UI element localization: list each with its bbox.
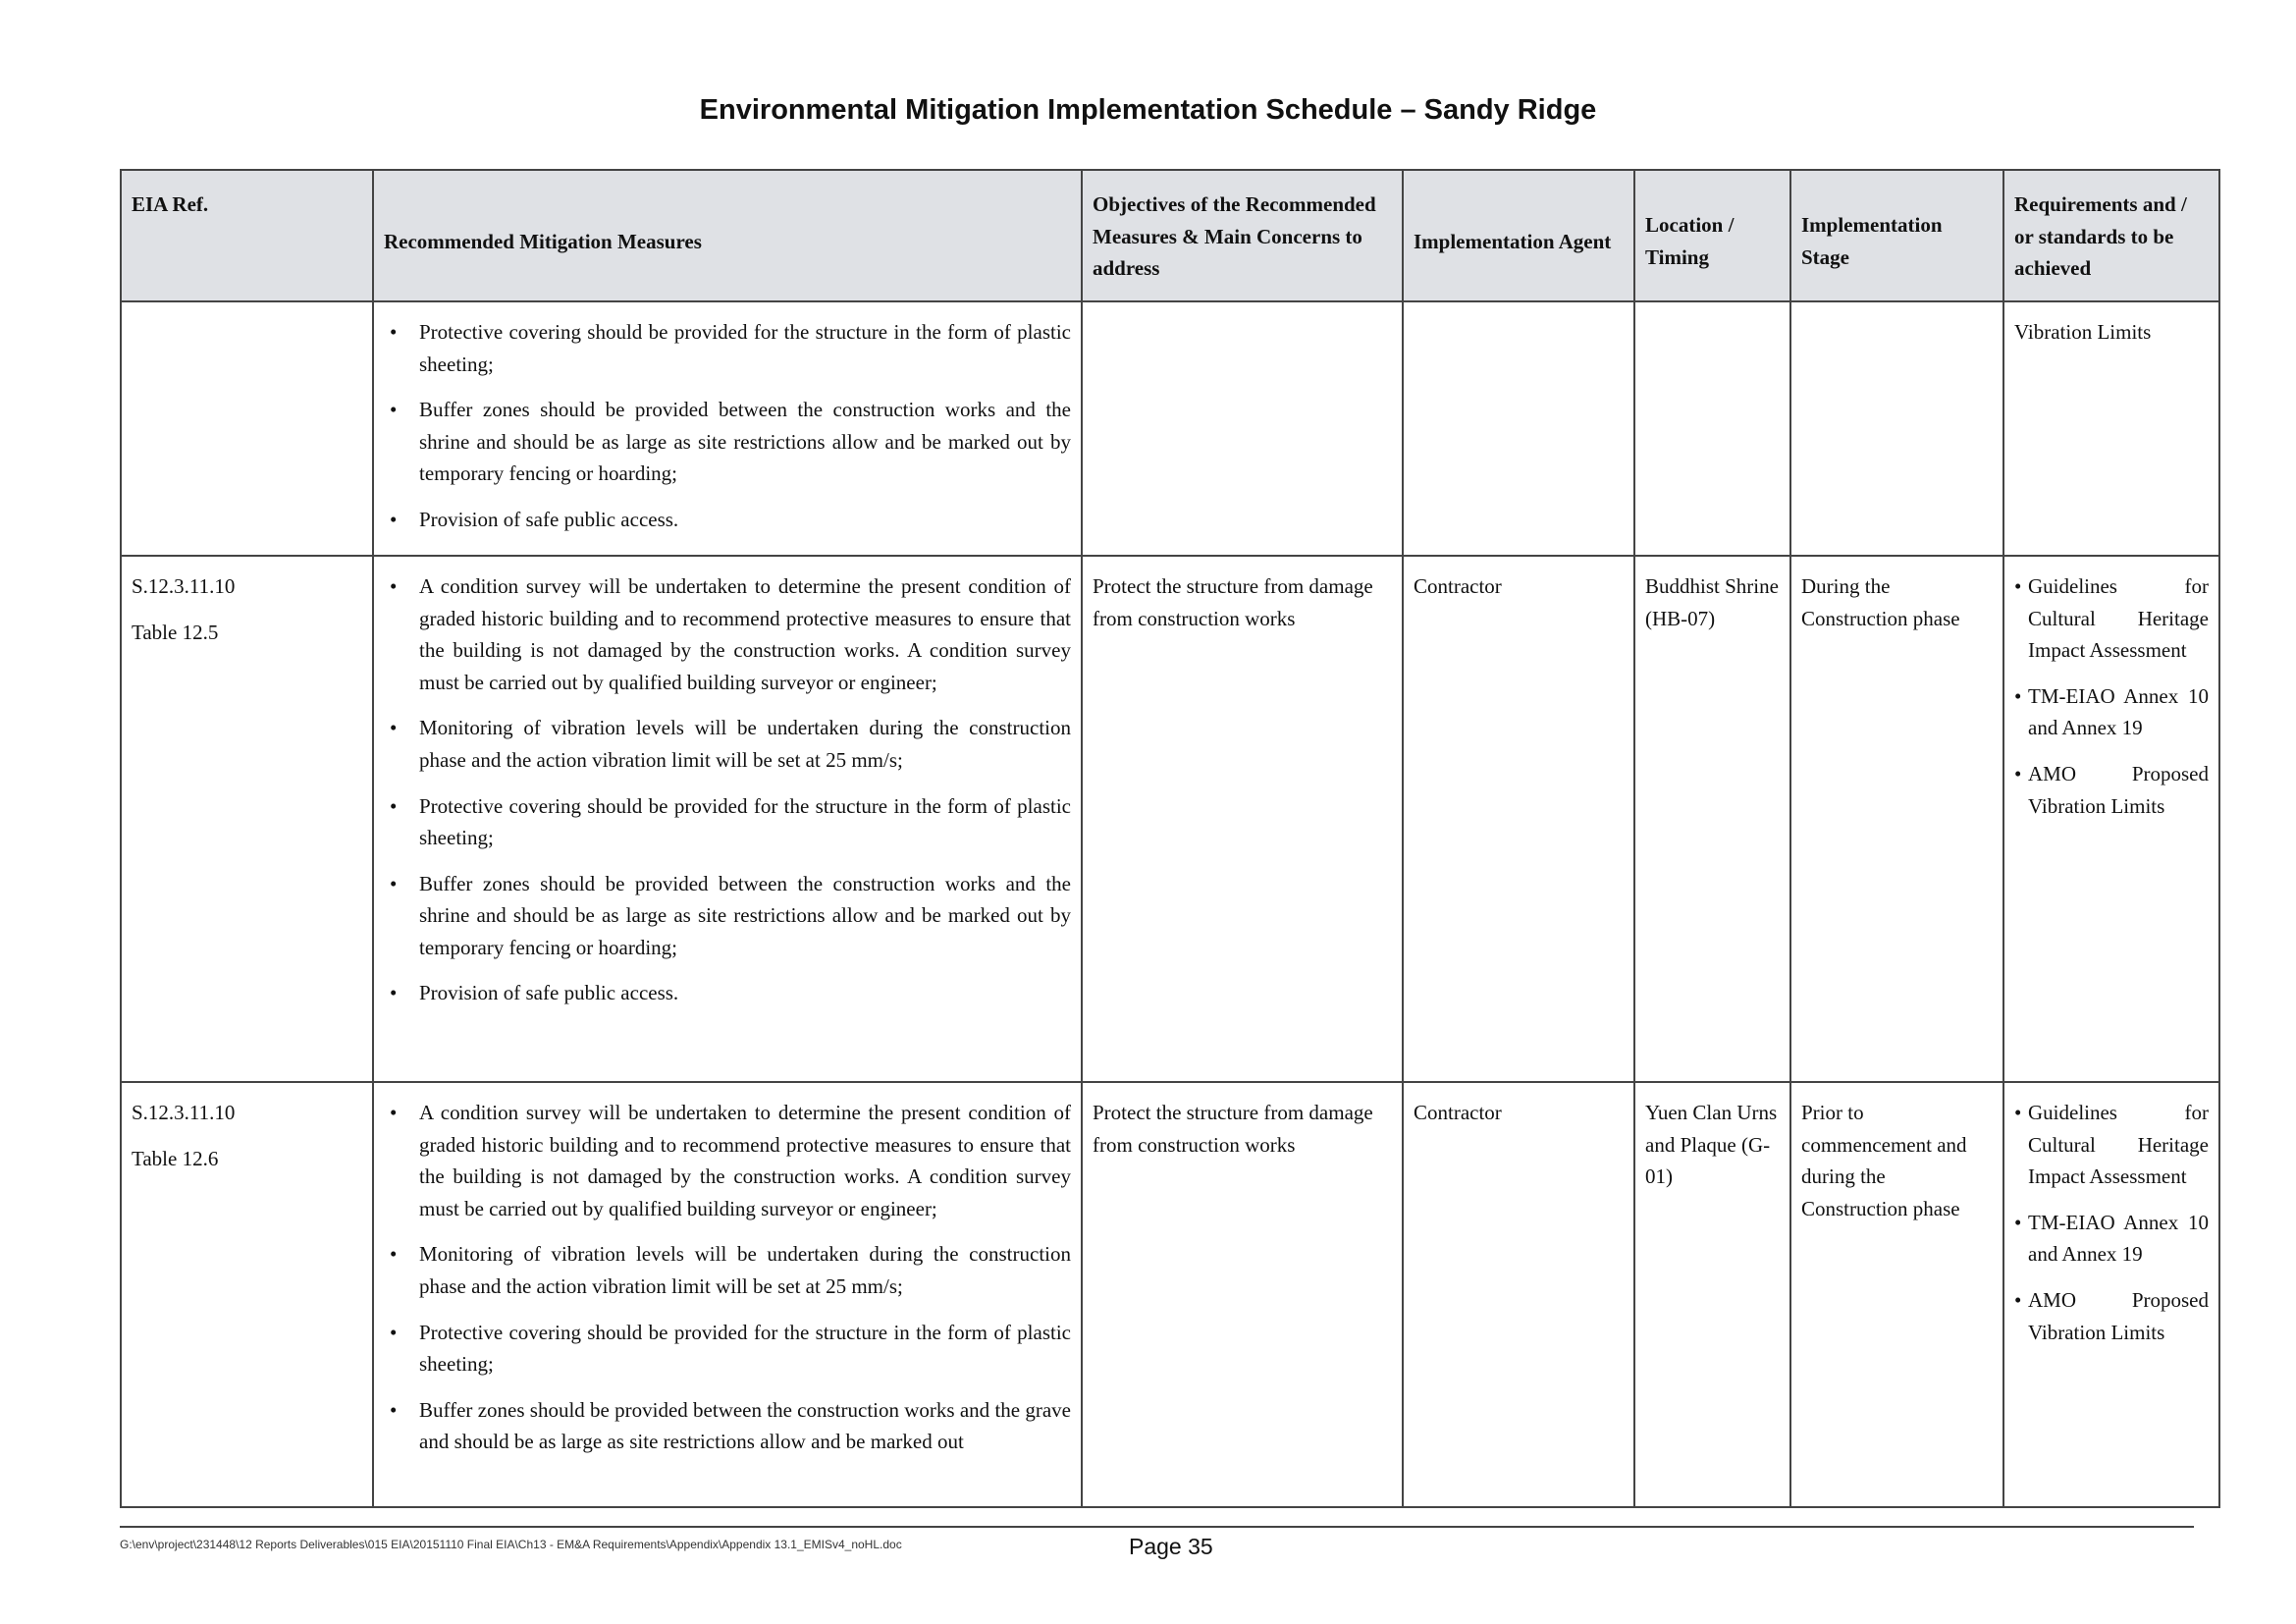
cell-stage: During the Construction phase [1790, 556, 2003, 1082]
list-item: • Buffer zones should be provided between the construction works and the grave and should be as large as site restrictions allow and be marked out [419, 1394, 1071, 1458]
measures-list [384, 1097, 1071, 1457]
cell-measures [373, 1082, 1082, 1507]
cell-requirements [2003, 301, 2219, 556]
header-row [121, 170, 2219, 301]
cell-location: Yuen Clan Urns and Plaque (G-01) [1634, 1082, 1790, 1507]
list-item: • TM-EIAO Annex 10 and Annex 19 [2028, 1207, 2209, 1271]
header-agent: Implementation Agent [1403, 170, 1634, 301]
list-item: • Buffer zones should be provided between the construction works and the shrine and should be as large as site restrictions allow and be marked out by temporary fencing or hoarding; [419, 868, 1071, 964]
requirements-text: Vibration Limits [2014, 320, 2152, 344]
cell-objectives: Protect the structure from damage from construction works [1082, 556, 1403, 1082]
list-item: • AMO Proposed Vibration Limits [2028, 758, 2209, 822]
header-objectives: Objectives of the Recommended Measures & Main Concerns to address [1082, 170, 1403, 301]
list-item: • Guidelines for Cultural Heritage Impact Assessment [2028, 1097, 2209, 1193]
page-title: Environmental Mitigation Implementation Schedule – Sandy Ridge [699, 94, 1597, 126]
requirements-list [2014, 570, 2209, 822]
eia-ref-table: Table 12.5 [132, 620, 219, 644]
table-row-hb07 [121, 556, 2219, 1082]
list-item: • A condition survey will be undertaken to determine the present condition of graded historic building and to recommend protective measures to ensure that the building is not damaged by the construction works. A condition survey must be carried out by qualified building surveyor or engineer; [419, 1097, 1071, 1224]
cell-location [1634, 301, 1790, 556]
list-item: • Protective covering should be provided for the structure in the form of plastic sheeting; [419, 1317, 1071, 1380]
list-item: • Monitoring of vibration levels will be undertaken during the construction phase and the action vibration limit will be set at 25 mm/s; [419, 1238, 1071, 1302]
cell-agent: Contractor [1403, 556, 1634, 1082]
header-measures: Recommended Mitigation Measures [373, 170, 1082, 301]
table-row-continued [121, 301, 2219, 556]
cell-requirements [2003, 556, 2219, 1082]
list-item: • Provision of safe public access. [419, 977, 1071, 1009]
cell-requirements [2003, 1082, 2219, 1507]
header-eia-ref: EIA Ref. [121, 170, 373, 301]
cell-objectives [1082, 301, 1403, 556]
eia-ref-table: Table 12.6 [132, 1146, 219, 1170]
cell-stage [1790, 301, 2003, 556]
eia-ref-section: S.12.3.11.10 [132, 574, 236, 599]
cell-eia-ref [121, 301, 373, 556]
cell-agent [1403, 301, 1634, 556]
list-item: • Guidelines for Cultural Heritage Impact Assessment [2028, 570, 2209, 667]
footer-divider [120, 1526, 2194, 1528]
list-item: • Monitoring of vibration levels will be undertaken during the construction phase and the action vibration limit will be set at 25 mm/s; [419, 712, 1071, 776]
footer-file-path: G:\env\project\231448\12 Reports Deliverables\015 EIA\20151110 Final EIA\Ch13 - EM&A Requirements\Appendix\Appendix 13.1_EMISv4_noHL.doc [120, 1538, 902, 1551]
page-number: Page 35 [1129, 1534, 1213, 1559]
list-item: • TM-EIAO Annex 10 and Annex 19 [2028, 680, 2209, 744]
cell-location: Buddhist Shrine (HB-07) [1634, 556, 1790, 1082]
list-item: • Protective covering should be provided for the structure in the form of plastic sheeting; [419, 316, 1071, 380]
mitigation-schedule-table [120, 169, 2220, 1508]
cell-measures [373, 556, 1082, 1082]
header-requirements: Requirements and / or standards to be achieved [2003, 170, 2219, 301]
list-item: • Provision of safe public access. [419, 504, 1071, 536]
list-item: • Protective covering should be provided for the structure in the form of plastic sheeting; [419, 790, 1071, 854]
measures-list [384, 316, 1071, 535]
list-item: • AMO Proposed Vibration Limits [2028, 1284, 2209, 1348]
eia-ref-section: S.12.3.11.10 [132, 1101, 236, 1125]
cell-measures [373, 301, 1082, 556]
cell-eia-ref [121, 556, 373, 1082]
list-item: • A condition survey will be undertaken to determine the present condition of graded historic building and to recommend protective measures to ensure that the building is not damaged by the construction works. A condition survey must be carried out by qualified building surveyor or engineer; [419, 570, 1071, 698]
cell-stage: Prior to commencement and during the Construction phase [1790, 1082, 2003, 1507]
cell-eia-ref [121, 1082, 373, 1507]
list-item: • Buffer zones should be provided between the construction works and the shrine and should be as large as site restrictions allow and be marked out by temporary fencing or hoarding; [419, 394, 1071, 490]
measures-list [384, 570, 1071, 1009]
cell-agent: Contractor [1403, 1082, 1634, 1507]
requirements-list [2014, 1097, 2209, 1348]
table-row-g01 [121, 1082, 2219, 1507]
header-stage: Implementation Stage [1790, 170, 2003, 301]
header-location: Location / Timing [1634, 170, 1790, 301]
cell-objectives: Protect the structure from damage from construction works [1082, 1082, 1403, 1507]
